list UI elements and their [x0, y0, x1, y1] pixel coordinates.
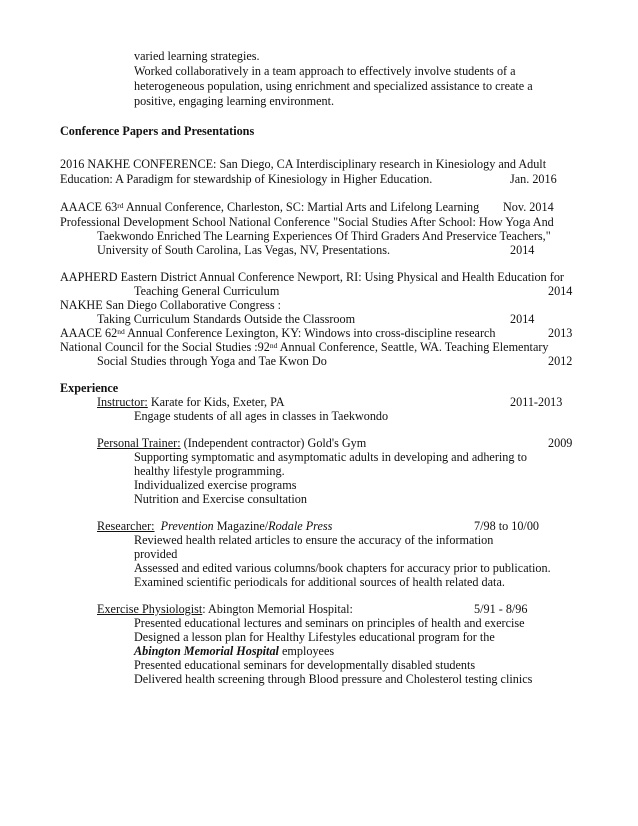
job-bullet: Individualized exercise programs	[134, 478, 297, 492]
job-bullet: Examined scientific periodicals for additional sources of health related data.	[134, 575, 505, 589]
conference-entry-line: National Council for the Social Studies :92nd Annual Conference, Seattle, WA. Teaching Elementary	[60, 340, 549, 354]
section-heading-conference: Conference Papers and Presentations	[60, 124, 255, 138]
job-bullet: healthy lifestyle programming.	[134, 464, 285, 478]
conference-entry-line: University of South Carolina, Las Vegas, NV, Presentations.	[97, 243, 391, 257]
job-title-line: Instructor: Karate for Kids, Exeter, PA	[97, 395, 285, 409]
conference-date: 2014	[510, 243, 535, 257]
conference-entry-line: Education: A Paradigm for stewardship of Kinesiology in Higher Education.	[60, 172, 433, 186]
conference-date: 2014	[548, 284, 573, 298]
conference-date: Jan. 2016	[510, 172, 557, 186]
job-bullet: Supporting symptomatic and asymptomatic adults in developing and adhering to	[134, 450, 527, 464]
job-bullet: Reviewed health related articles to ensure the accuracy of the information	[134, 533, 494, 547]
job-date: 2011-2013	[510, 395, 563, 409]
job-title-line: Researcher: Prevention Magazine/Rodale Press	[97, 519, 333, 533]
job-title: Exercise Physiologist	[97, 602, 203, 616]
conference-entry-line: Taking Curriculum Standards Outside the Classroom	[97, 312, 356, 326]
job-bullet: Delivered health screening through Blood pressure and Cholesterol testing clinics	[134, 672, 533, 686]
job-bullet: provided	[134, 547, 178, 561]
conference-date: Nov. 2014	[503, 200, 554, 214]
conference-entry-line: NAKHE San Diego Collaborative Congress :	[60, 298, 282, 312]
job-bullet: Assessed and edited various columns/book chapters for accuracy prior to publication.	[134, 561, 551, 575]
bullet-line: Worked collaboratively in a team approach to effectively involve students of a	[134, 64, 516, 78]
bullet-line: varied learning strategies.	[134, 49, 260, 63]
conference-date: 2012	[548, 354, 573, 368]
conference-entry-line: Social Studies through Yoga and Tae Kwon Do	[97, 354, 327, 368]
conference-entry-line: Professional Development School National Conference "Social Studies After School: How Yoga And	[60, 215, 554, 229]
conference-entry-line: AAACE 63rd Annual Conference, Charleston, SC: Martial Arts and Lifelong Learning	[60, 200, 480, 214]
conference-entry-line: 2016 NAKHE CONFERENCE: San Diego, CA Interdisciplinary research in Kinesiology and Adult	[60, 157, 547, 171]
job-title: Researcher:	[97, 519, 155, 533]
job-bullet: Presented educational lectures and seminars on principles of health and exercise	[134, 616, 525, 630]
job-bullet: Presented educational seminars for developmentally disabled students	[134, 658, 476, 672]
conference-date: 2014	[510, 312, 535, 326]
job-bullet: Abington Memorial Hospital employees	[134, 644, 335, 658]
conference-date: 2013	[548, 326, 573, 340]
job-date: 7/98 to 10/00	[474, 519, 540, 533]
conference-entry-line: AAACE 62nd Annual Conference Lexington, KY: Windows into cross-discipline research	[60, 326, 496, 340]
section-heading-experience: Experience	[60, 381, 119, 395]
job-bullet: Nutrition and Exercise consultation	[134, 492, 307, 506]
bullet-line: heterogeneous population, using enrichment and specialized assistance to create a	[134, 79, 533, 93]
conference-entry-line: Taekwondo Enriched The Learning Experiences Of Third Graders And Preservice Teachers,"	[97, 229, 551, 243]
job-title-line: Exercise Physiologist: Abington Memorial Hospital:	[97, 602, 353, 616]
conference-entry-line: Teaching General Curriculum	[134, 284, 280, 298]
job-bullet: Engage students of all ages in classes in Taekwondo	[134, 409, 389, 423]
job-date: 5/91 - 8/96	[474, 602, 528, 616]
job-date: 2009	[548, 436, 573, 450]
job-title: Personal Trainer:	[97, 436, 181, 450]
conference-entry-line: AAPHERD Eastern District Annual Conference Newport, RI: Using Physical and Health Education for	[60, 270, 564, 284]
bullet-line: positive, engaging learning environment.	[134, 94, 335, 108]
job-title: Instructor:	[97, 395, 148, 409]
job-bullet: Designed a lesson plan for Healthy Lifestyles educational program for the	[134, 630, 495, 644]
job-title-line: Personal Trainer: (Independent contractor) Gold's Gym	[97, 436, 367, 450]
